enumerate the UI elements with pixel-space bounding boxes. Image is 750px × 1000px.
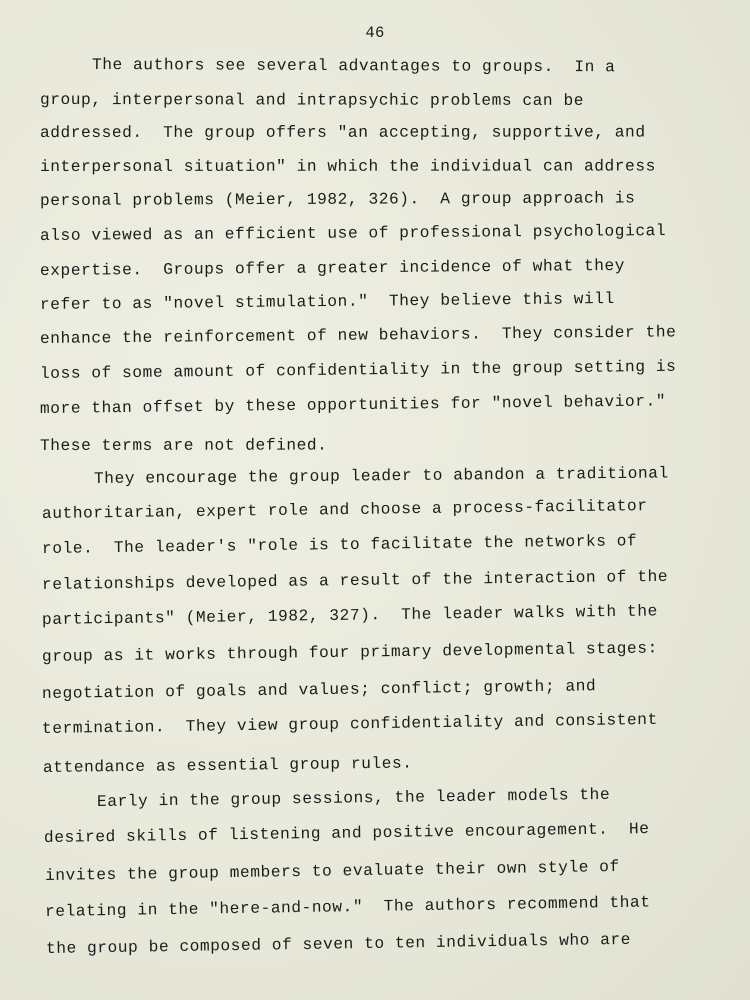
text-line-20: termination. They view group confidentiality and consistent (41, 710, 658, 738)
text-line-23: desired skills of listening and positive encouragement. He (43, 820, 650, 847)
text-line-21: attendance as essential group rules. (42, 754, 413, 777)
text-line-14: authoritarian, expert role and choose a process-facilitator (41, 497, 648, 523)
text-line-24: invites the group members to evaluate their own style of (44, 857, 620, 885)
text-line-25: relating in the "here-and-now." The authors recommend that (44, 893, 651, 921)
text-line-10: loss of some amount of confidentiality in the group setting is (39, 357, 677, 383)
text-line-1: The authors see several advantages to groups. In a (91, 56, 616, 77)
text-line-3: addressed. The group offers "an accepting, supportive, and (39, 123, 646, 142)
text-line-15: role. The leader's "role is to facilitate the networks of (41, 532, 638, 558)
page-number: 46 (365, 24, 385, 42)
text-line-2: group, interpersonal and intrapsychic problems can be (39, 91, 585, 110)
text-line-18: group as it works through four primary developmental stages: (41, 639, 658, 666)
text-line-26: the group be composed of seven to ten individuals who are (45, 930, 632, 958)
text-line-9: enhance the reinforcement of new behaviors. They consider the (39, 323, 677, 348)
text-line-8: refer to as "novel stimulation." They believe this will (39, 289, 615, 314)
text-line-16: relationships developed as a result of the interaction of the (41, 567, 669, 594)
text-line-22: Early in the group sessions, the leader models the (96, 785, 611, 811)
text-line-6: also viewed as an efficient use of professional psychological (39, 222, 667, 245)
text-line-13: They encourage the group leader to abandon a traditional (93, 464, 669, 488)
text-line-11: more than offset by these opportunities for "novel behavior." (39, 392, 667, 418)
text-line-4: interpersonal situation" in which the individual can address (39, 157, 656, 176)
text-line-5: personal problems (Meier, 1982, 326). A group approach is (39, 189, 636, 210)
text-line-12: These terms are not defined. (39, 436, 328, 455)
text-line-17: participants" (Meier, 1982, 327). The leader walks with the (41, 602, 658, 629)
text-line-19: negotiation of goals and values; conflict; growth; and (41, 677, 597, 703)
text-line-7: expertise. Groups offer a greater incidence of what they (39, 256, 626, 280)
